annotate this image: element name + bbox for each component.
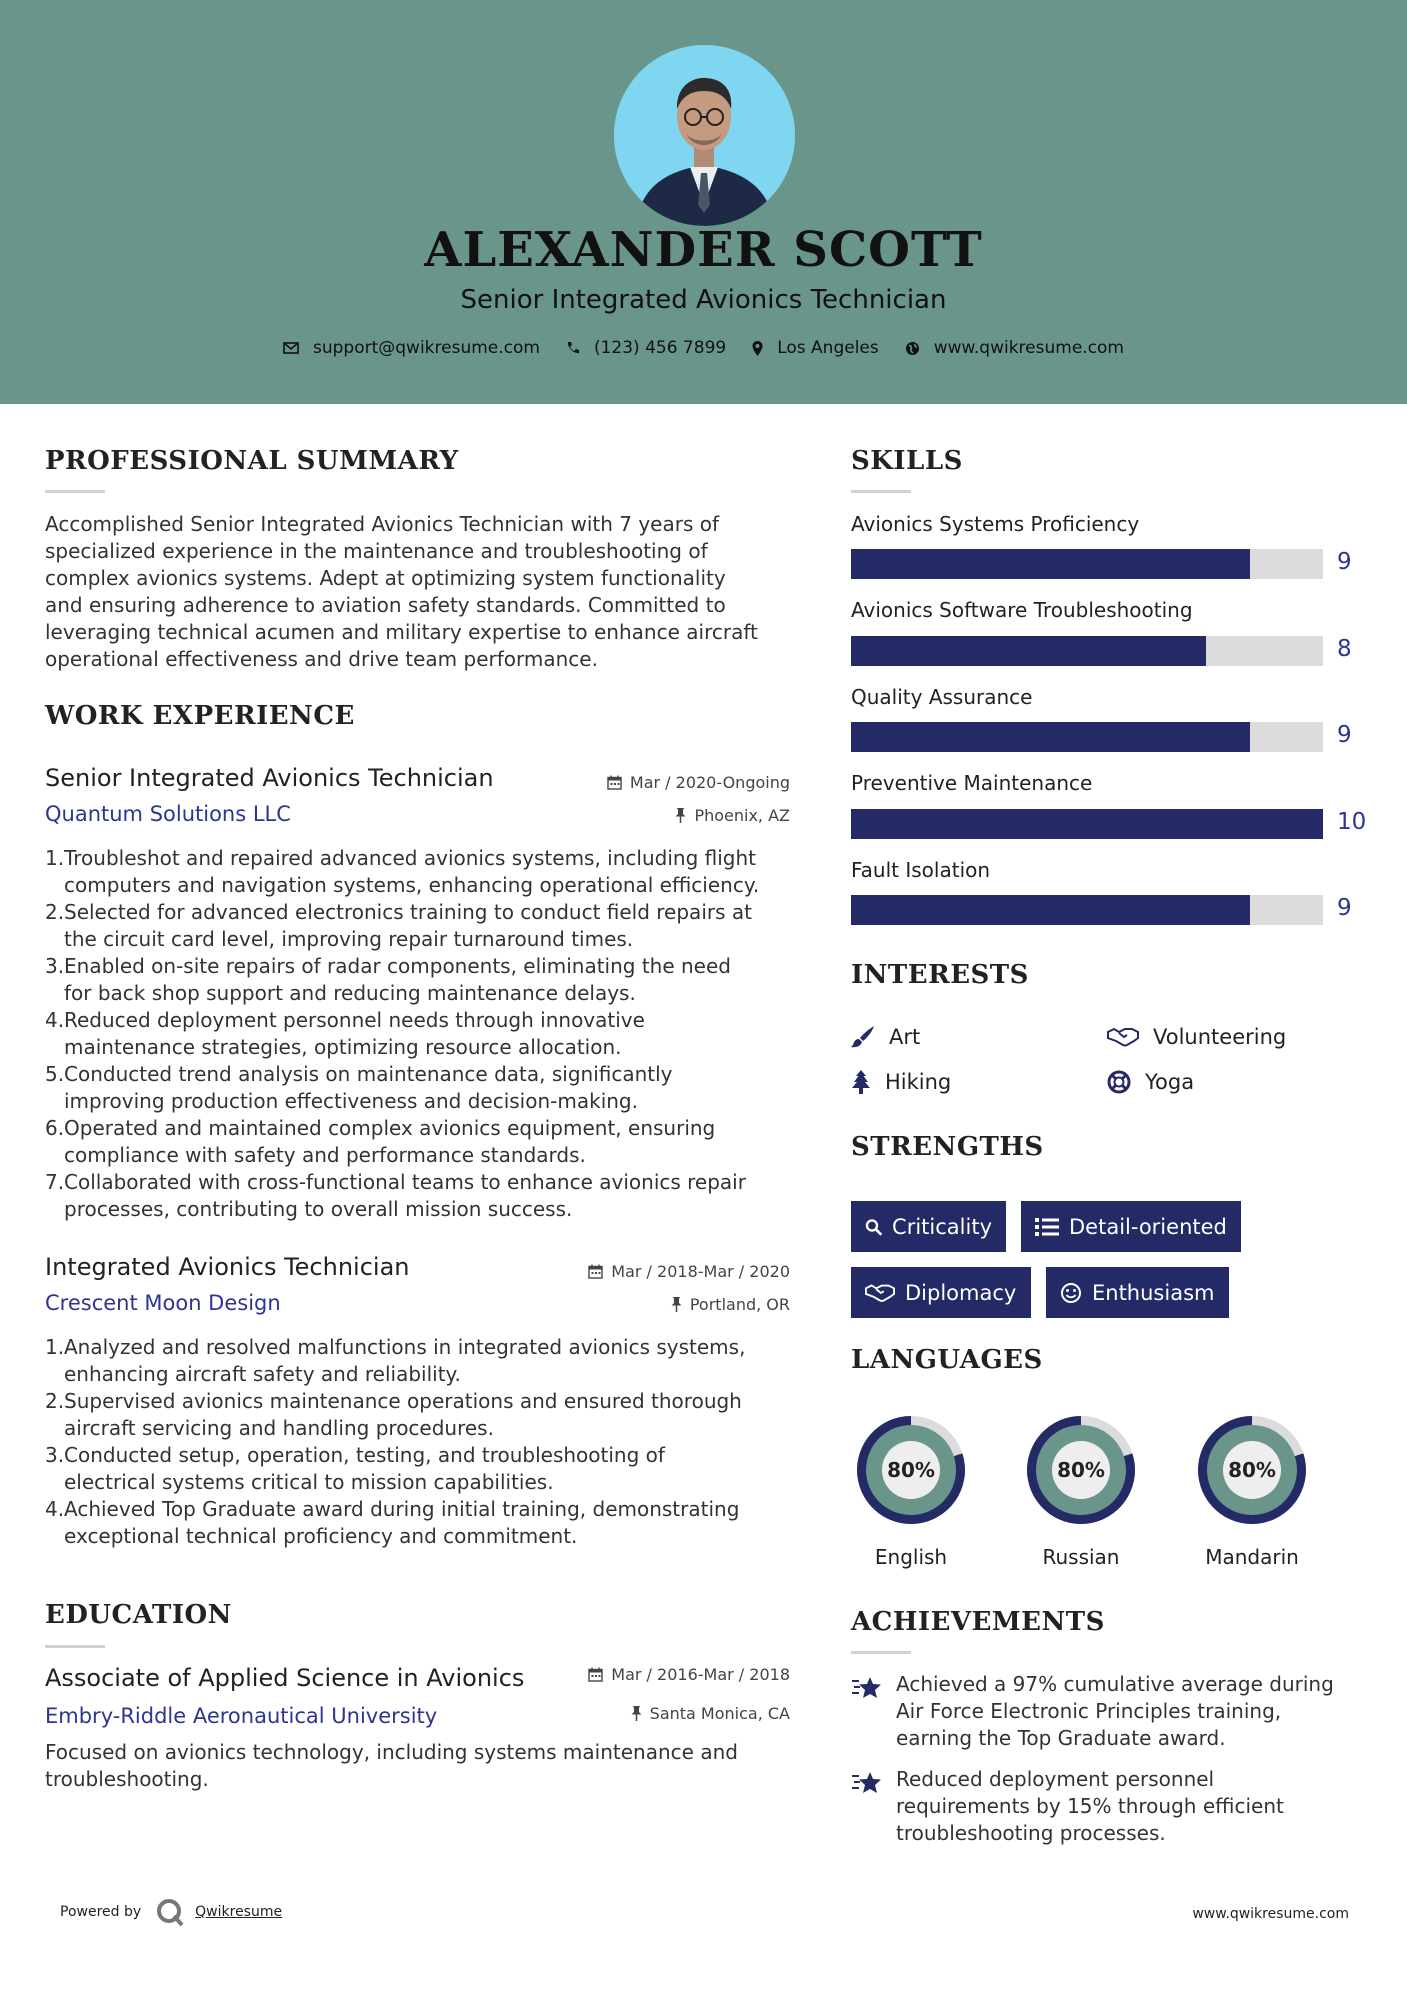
- skill-bar-fill: [851, 636, 1206, 666]
- summary-line: specialized experience in the maintenance and troubleshooting of: [45, 539, 708, 563]
- list-item: 2. Supervised avionics maintenance operations and ensured thorough aircraft servicing and handling procedures.: [45, 1388, 805, 1442]
- list-item: 1. Analyzed and resolved malfunctions in integrated avionics systems, enhancing aircraft safety and reliability.: [45, 1334, 805, 1388]
- list-item: 3. Enabled on-site repairs of radar components, eliminating the need for back shop support and reducing maintenance delays.: [45, 953, 805, 1007]
- achievement-line: troubleshooting processes.: [896, 1821, 1166, 1845]
- language-item: [1192, 1410, 1312, 1569]
- pushpin-icon: [631, 1706, 642, 1721]
- candidate-title: Senior Integrated Avionics Technician: [460, 285, 947, 315]
- list-item: 5. Conducted trend analysis on maintenance data, significantly improving production effectiveness and decision-making.: [45, 1061, 805, 1115]
- list-item: 6. Operated and maintained complex avionics equipment, ensuring compliance with safety and performance standards.: [45, 1115, 805, 1169]
- list-item: 2. Selected for advanced electronics training to conduct field repairs at the circuit card level, improving repair turnaround times.: [45, 899, 805, 953]
- bullet-line: Operated and maintained complex avionics equipment, ensuring: [64, 1116, 716, 1140]
- language-name: Mandarin: [1205, 1545, 1299, 1569]
- interests-heading: INTERESTS: [851, 960, 1029, 990]
- qwikresume-logo-icon: [155, 1897, 185, 1927]
- bullet-line: Conducted trend analysis on maintenance data, significantly: [64, 1062, 673, 1086]
- bullet-line: Supervised avionics maintenance operations and ensured thorough: [64, 1389, 742, 1413]
- handshake-icon: [865, 1283, 895, 1303]
- school-name: Embry-Riddle Aeronautical University: [45, 1704, 438, 1728]
- person-portrait-icon: [614, 45, 795, 226]
- bullet-line: the circuit card level, improving repair turnaround times.: [64, 927, 634, 951]
- skill-name: Fault Isolation: [851, 858, 991, 882]
- list-item: 4. Achieved Top Graduate award during initial training, demonstrating exceptional technical proficiency and commitment.: [45, 1496, 805, 1550]
- bullet-line: Selected for advanced electronics training to conduct field repairs at: [64, 900, 752, 924]
- achievement-line: Achieved a 97% cumulative average during: [896, 1672, 1334, 1696]
- search-icon: [865, 1216, 882, 1238]
- skill-bar-track: [851, 895, 1323, 925]
- job-title: Integrated Avionics Technician: [45, 1253, 410, 1281]
- bullet-line: enhancing aircraft safety and reliability.: [64, 1362, 461, 1386]
- summary-heading-rule: [45, 490, 105, 493]
- bullet-line: Enabled on-site repairs of radar components, eliminating the need: [64, 954, 731, 978]
- education-location: [560, 1704, 790, 1723]
- interest-label: Art: [889, 1025, 921, 1049]
- calendar-icon: [588, 1264, 603, 1279]
- pushpin-icon: [671, 1297, 682, 1312]
- education-date: [560, 1665, 790, 1684]
- job-bullets: [45, 845, 805, 1223]
- map-pin-icon: [752, 341, 763, 356]
- qwikresume-link[interactable]: Qwikresume: [195, 1904, 283, 1920]
- interest-item: [1107, 1070, 1194, 1094]
- job-bullets: [45, 1334, 805, 1550]
- job-location-text: Portland, OR: [689, 1295, 790, 1314]
- lifebuoy-icon: [1107, 1070, 1131, 1094]
- candidate-name: ALEXANDER SCOTT: [424, 222, 983, 278]
- interest-item: [851, 1025, 920, 1049]
- star-badge-icon: [851, 1673, 883, 1701]
- experience-heading: WORK EXPERIENCE: [45, 701, 355, 731]
- skill-name: Avionics Software Troubleshooting: [851, 598, 1193, 622]
- bullet-line: Achieved Top Graduate award during initial training, demonstrating: [64, 1497, 740, 1521]
- education-description: [45, 1739, 805, 1793]
- summary-line: operational effectiveness and drive team performance.: [45, 647, 598, 671]
- strength-label: Enthusiasm: [1092, 1280, 1215, 1305]
- achievements-heading: ACHIEVEMENTS: [851, 1607, 1105, 1637]
- skill-bar-track: [851, 636, 1323, 666]
- bullet-line: aircraft servicing and handling procedures.: [64, 1416, 494, 1440]
- education-line: Focused on avionics technology, including systems maintenance and: [45, 1740, 738, 1764]
- skill-bar-track: [851, 549, 1323, 579]
- achievement-line: requirements by 15% through efficient: [896, 1794, 1284, 1818]
- language-name: English: [874, 1545, 948, 1569]
- strength-label: Diplomacy: [905, 1280, 1017, 1305]
- skill-bar-fill: [851, 722, 1250, 752]
- strength-tag: [1021, 1201, 1241, 1252]
- interest-label: Yoga: [1145, 1070, 1195, 1094]
- job-location: [560, 806, 790, 825]
- skill-bar-fill: [851, 549, 1250, 579]
- bullet-line: Conducted setup, operation, testing, and troubleshooting of: [64, 1443, 665, 1467]
- tree-icon: [851, 1070, 871, 1094]
- job-title: Senior Integrated Avionics Technician: [45, 764, 494, 792]
- calendar-icon: [607, 775, 622, 790]
- skill-name: Quality Assurance: [851, 685, 1033, 709]
- skill-name: Avionics Systems Proficiency: [851, 512, 1140, 536]
- skill-bar-fill: [851, 895, 1250, 925]
- education-heading: EDUCATION: [45, 1600, 232, 1630]
- job-date: [560, 1262, 790, 1281]
- list-item: 3. Conducted setup, operation, testing, and troubleshooting of electrical systems critical to mission capabilities.: [45, 1442, 805, 1496]
- skill-bar-track: [851, 722, 1323, 752]
- contact-location: [752, 338, 879, 358]
- bullet-line: computers and navigation systems, enhancing operational efficiency.: [64, 873, 760, 897]
- interest-item: [851, 1070, 951, 1094]
- contact-website[interactable]: [905, 338, 1124, 358]
- job-company: Crescent Moon Design: [45, 1291, 281, 1315]
- contact-phone[interactable]: [566, 338, 726, 358]
- list-item: 4. Reduced deployment personnel needs through innovative maintenance strategies, optimizing resource allocation.: [45, 1007, 805, 1061]
- strength-label: Criticality: [892, 1214, 992, 1239]
- skill-bar-fill: [851, 809, 1323, 839]
- skill-score: 9: [1337, 722, 1352, 748]
- education-location-text: Santa Monica, CA: [649, 1704, 790, 1723]
- education-line: troubleshooting.: [45, 1767, 209, 1791]
- bullet-line: maintenance strategies, optimizing resource allocation.: [64, 1035, 622, 1059]
- degree-title: Associate of Applied Science in Avionics: [45, 1664, 525, 1692]
- job-date-text: Mar / 2020-Ongoing: [629, 773, 790, 792]
- skill-score: 9: [1337, 549, 1352, 575]
- bullet-line: improving production effectiveness and decision-making.: [64, 1089, 638, 1113]
- paintbrush-icon: [851, 1026, 875, 1048]
- bullet-line: compliance with safety and performance standards.: [64, 1143, 586, 1167]
- language-name: Russian: [1042, 1545, 1120, 1569]
- bullet-line: Analyzed and resolved malfunctions in integrated avionics systems,: [64, 1335, 746, 1359]
- achievement-text: [896, 1671, 1356, 1752]
- summary-heading: PROFESSIONAL SUMMARY: [45, 446, 459, 476]
- star-badge-icon: [851, 1768, 883, 1796]
- achievement-line: Reduced deployment personnel: [896, 1767, 1215, 1791]
- list-icon: [1035, 1217, 1059, 1237]
- interest-label: Volunteering: [1153, 1025, 1287, 1049]
- contact-email-text: support@qwikresume.com: [313, 338, 540, 358]
- skill-score: 8: [1337, 636, 1352, 662]
- bullet-line: exceptional technical proficiency and commitment.: [64, 1524, 578, 1548]
- powered-by-label: Powered by: [60, 1904, 142, 1920]
- strengths-heading: STRENGTHS: [851, 1132, 1044, 1162]
- job-date-text: Mar / 2018-Mar / 2020: [611, 1262, 790, 1281]
- bullet-line: Collaborated with cross-functional teams to enhance avionics repair: [64, 1170, 746, 1194]
- footer-powered-by: [60, 1897, 282, 1927]
- bullet-line: electrical systems critical to mission capabilities.: [64, 1470, 554, 1494]
- calendar-icon: [588, 1667, 603, 1682]
- bullet-line: for back shop support and reducing maintenance delays.: [64, 981, 636, 1005]
- contact-email[interactable]: [283, 338, 540, 358]
- contact-location-text: Los Angeles: [777, 338, 879, 358]
- summary-line: and ensuring adherence to aviation safety standards. Committed to: [45, 593, 726, 617]
- job-location: [560, 1295, 790, 1314]
- skills-heading: SKILLS: [851, 446, 963, 476]
- envelope-icon: [283, 342, 299, 354]
- language-percent: 80%: [1057, 1458, 1105, 1482]
- bullet-line: Reduced deployment personnel needs through innovative: [64, 1008, 645, 1032]
- interest-item: [1107, 1025, 1286, 1049]
- contact-website-text: www.qwikresume.com: [933, 338, 1124, 358]
- list-item: 1. Troubleshot and repaired advanced avionics systems, including flight computers and navigation systems, enhancing operational efficiency.: [45, 845, 805, 899]
- skill-bar-track: [851, 809, 1323, 839]
- language-percent: 80%: [1228, 1458, 1276, 1482]
- education-heading-rule: [45, 1645, 105, 1648]
- achievement-text: [896, 1766, 1356, 1847]
- skills-heading-rule: [851, 490, 911, 493]
- phone-icon: [566, 341, 580, 355]
- strength-tag: [1046, 1267, 1229, 1318]
- bullet-line: processes, contributing to overall mission success.: [64, 1197, 573, 1221]
- language-item: [851, 1410, 971, 1569]
- skill-score: 10: [1337, 809, 1367, 835]
- achievements-heading-rule: [851, 1651, 911, 1654]
- pushpin-icon: [675, 808, 686, 823]
- smile-icon: [1060, 1282, 1082, 1304]
- profile-photo: [614, 45, 795, 226]
- bullet-line: Troubleshot and repaired advanced avionics systems, including flight: [64, 846, 756, 870]
- achievement-line: earning the Top Graduate award.: [896, 1726, 1226, 1750]
- summary-text: [45, 511, 805, 673]
- language-percent: 80%: [887, 1458, 935, 1482]
- strength-tag: [851, 1267, 1031, 1318]
- list-item: 7. Collaborated with cross-functional teams to enhance avionics repair processes, contributing to overall mission success.: [45, 1169, 805, 1223]
- job-company: Quantum Solutions LLC: [45, 802, 291, 826]
- job-date: [560, 773, 790, 792]
- contact-bar: [0, 338, 1407, 358]
- language-item: [1021, 1410, 1141, 1569]
- summary-line: Accomplished Senior Integrated Avionics Technician with 7 years of: [45, 512, 720, 536]
- skill-name: Preventive Maintenance: [851, 771, 1093, 795]
- summary-line: leveraging technical acumen and military expertise to enhance aircraft: [45, 620, 758, 644]
- contact-phone-text: (123) 456 7899: [593, 338, 727, 358]
- languages-heading: LANGUAGES: [851, 1345, 1043, 1375]
- handshake-icon: [1107, 1027, 1139, 1047]
- education-date-text: Mar / 2016-Mar / 2018: [611, 1665, 790, 1684]
- summary-line: complex avionics systems. Adept at optimizing system functionality: [45, 566, 726, 590]
- footer-website[interactable]: www.qwikresume.com: [1192, 1906, 1349, 1922]
- job-location-text: Phoenix, AZ: [694, 806, 790, 825]
- resume-header: [0, 0, 1407, 404]
- strength-tag: [851, 1201, 1006, 1252]
- interest-label: Hiking: [885, 1070, 952, 1094]
- globe-icon: [905, 341, 920, 356]
- achievement-line: Air Force Electronic Principles training,: [896, 1699, 1282, 1723]
- skill-score: 9: [1337, 895, 1352, 921]
- strength-label: Detail-oriented: [1069, 1214, 1227, 1239]
